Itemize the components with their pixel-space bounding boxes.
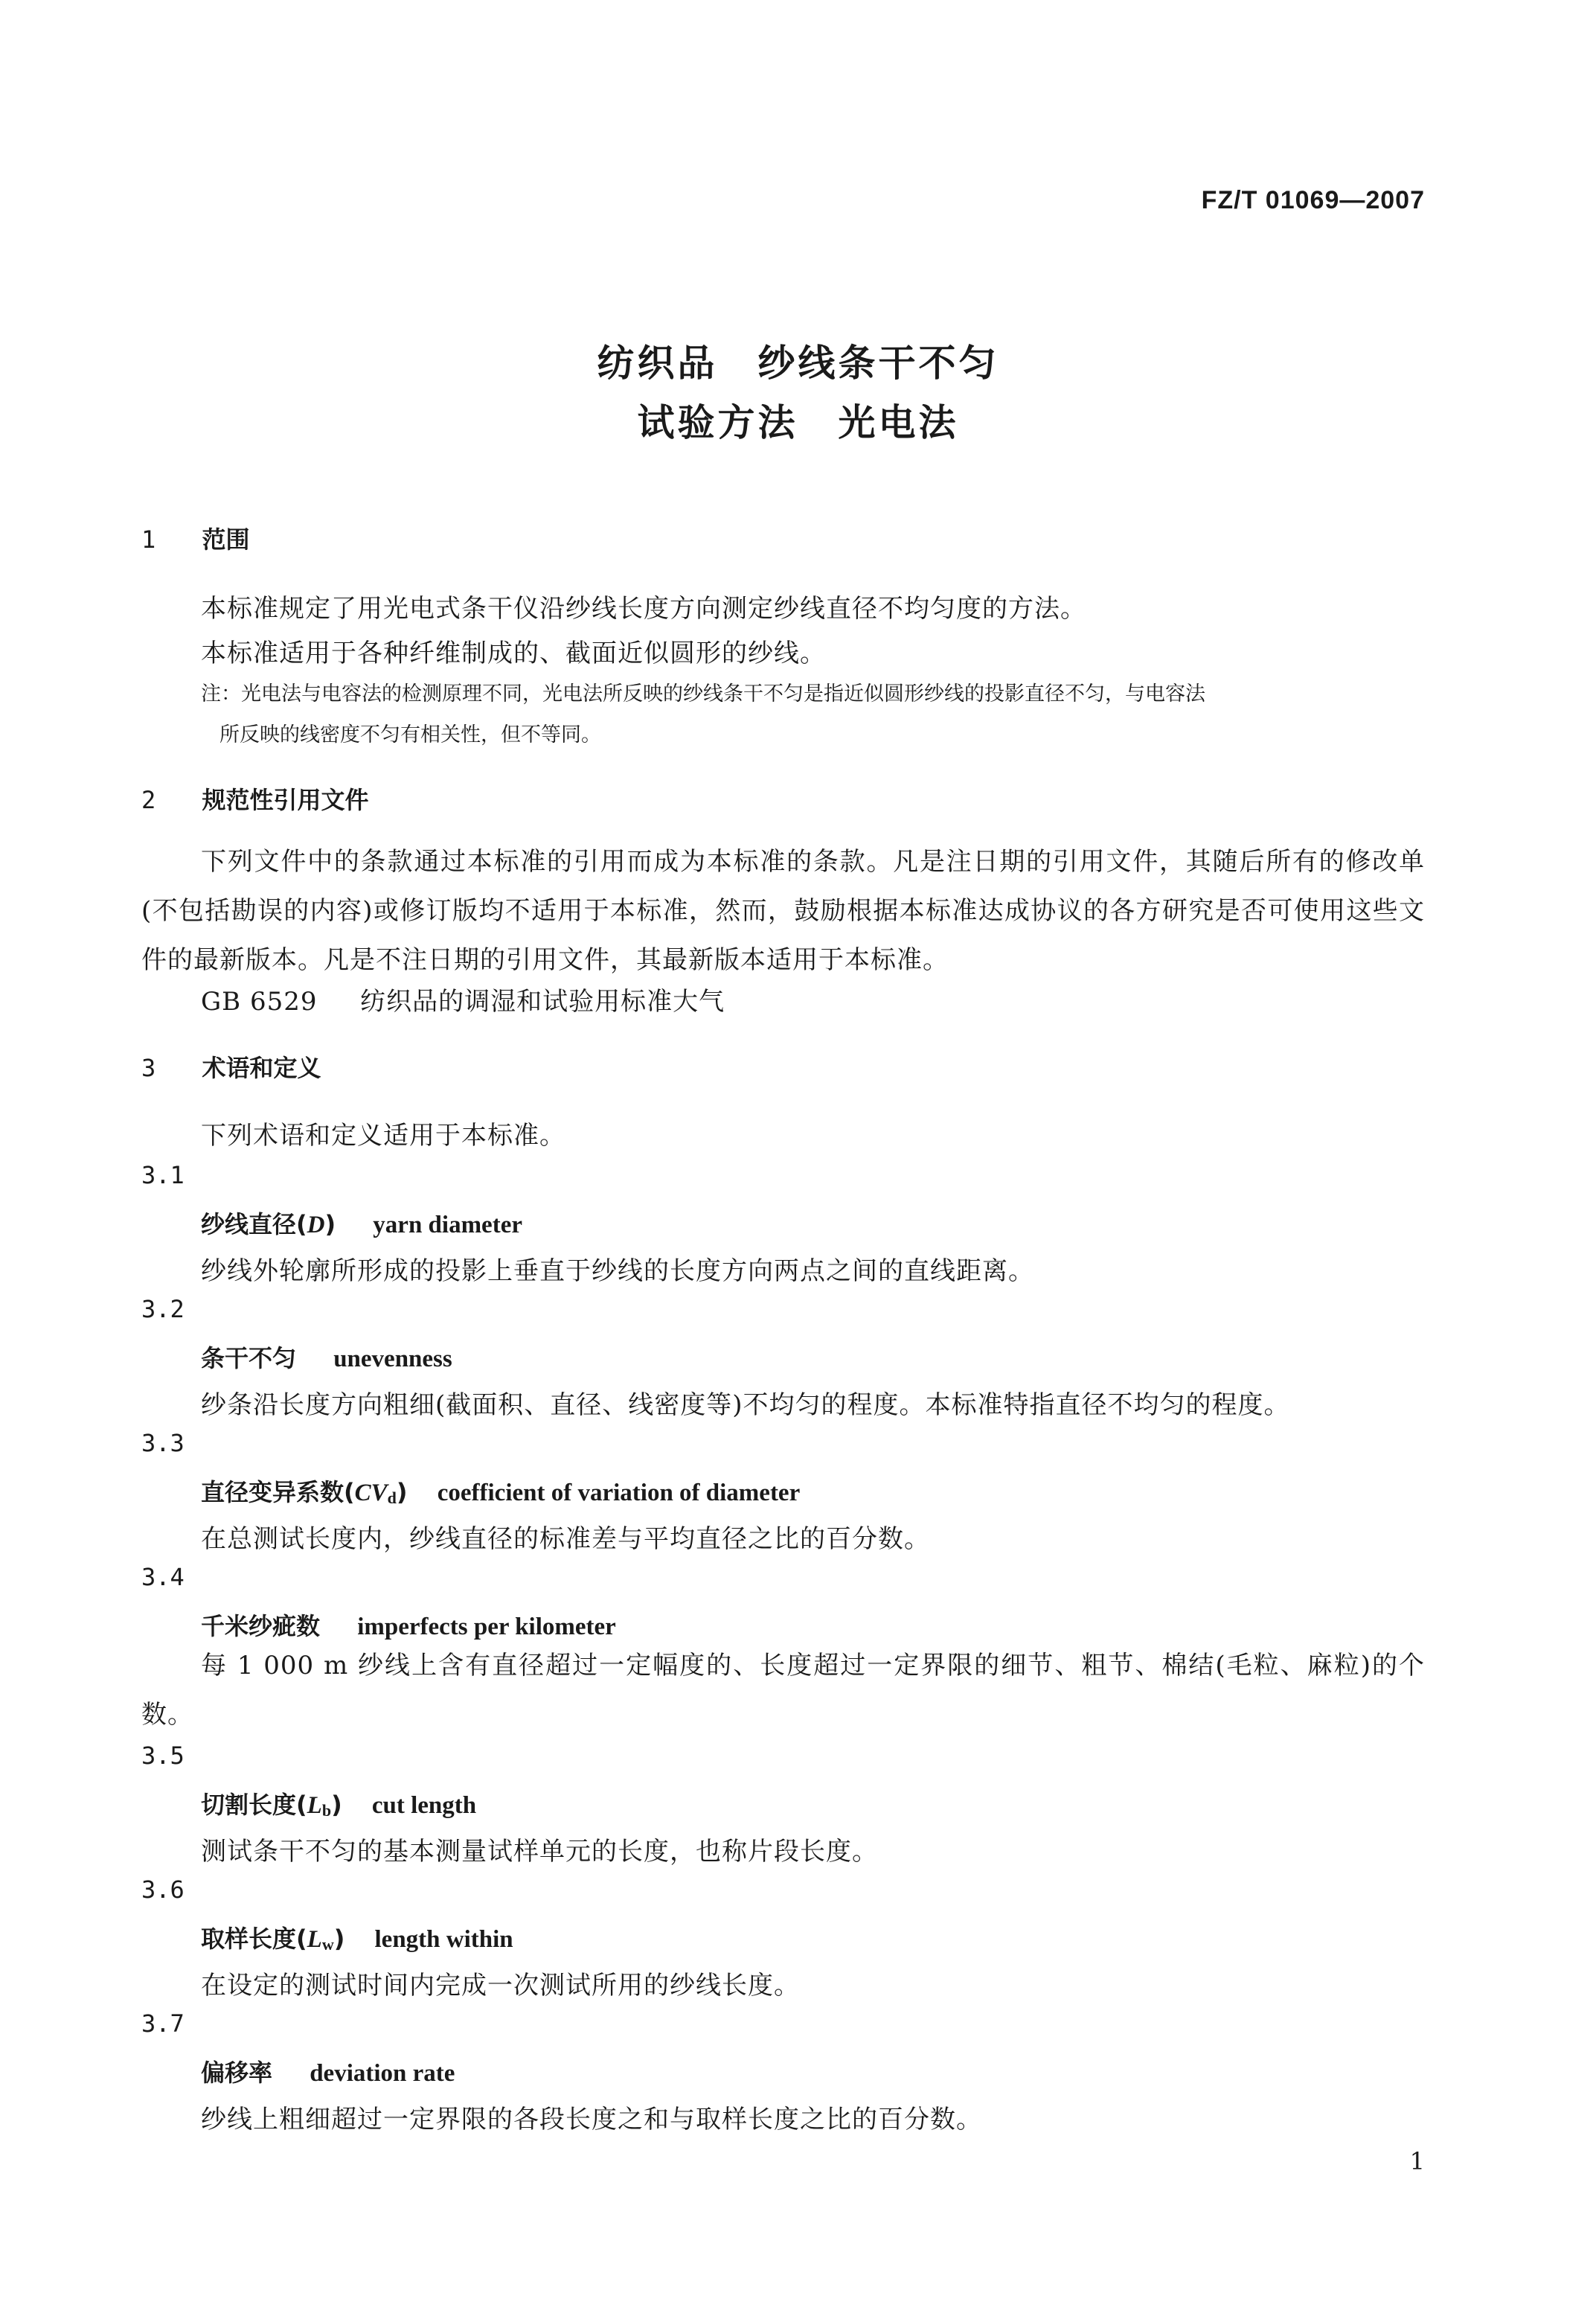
section-1-note-line-1: 注：光电法与电容法的检测原理不同，光电法所反映的纱线条干不匀是指近似圆形纱线的投影直径不匀，与电容法 bbox=[201, 682, 1205, 706]
term-english: deviation rate bbox=[310, 2060, 455, 2087]
standard-code: FZ/T 01069—2007 bbox=[1201, 186, 1425, 214]
reference-code: GB 6529 bbox=[201, 987, 318, 1017]
term-english: length within bbox=[374, 1926, 513, 1953]
term-english: cut length bbox=[371, 1792, 477, 1819]
term-chinese-close: ) bbox=[396, 1478, 408, 1506]
section-1-para-1: 本标准规定了用光电式条干仪沿纱线长度方向测定纱线直径不均匀度的方法。 bbox=[201, 594, 1086, 624]
section-2-heading bbox=[141, 781, 369, 816]
section-2-title: 规范性引用文件 bbox=[202, 786, 369, 814]
term-chinese-close: ) bbox=[324, 1210, 336, 1238]
term-definition: 纱线上粗细超过一定界限的各段长度之和与取样长度之比的百分数。 bbox=[201, 2105, 982, 2134]
section-1-note-line-2: 所反映的线密度不匀有相关性，但不等同。 bbox=[219, 723, 601, 746]
term-number: 3.7 bbox=[141, 2009, 185, 2038]
term-definition: 在设定的测试时间内完成一次测试所用的纱线长度。 bbox=[201, 1971, 800, 2000]
term-number: 3.5 bbox=[141, 1742, 185, 1770]
term-heading bbox=[201, 1474, 800, 1508]
section-3-intro: 下列术语和定义适用于本标准。 bbox=[201, 1121, 565, 1151]
term-definition: 纱线外轮廓所形成的投影上垂直于纱线的长度方向两点之间的直线距离。 bbox=[201, 1256, 1034, 1286]
page-number: 1 bbox=[1409, 2147, 1425, 2175]
term-chinese-close: ) bbox=[333, 1925, 345, 1953]
term-chinese: 偏移率 bbox=[201, 2059, 273, 2087]
term-heading bbox=[201, 1608, 616, 1642]
term-heading bbox=[201, 1920, 513, 1954]
term-definition: 纱条沿长度方向粗细(截面积、直径、线密度等)不均匀的程度。本标准特指直径不均匀的程度。 bbox=[201, 1390, 1290, 1420]
term-heading bbox=[201, 2054, 455, 2088]
term-symbol: D bbox=[307, 1212, 325, 1238]
section-2-number: 2 bbox=[141, 786, 156, 814]
term-english: unevenness bbox=[333, 1346, 452, 1372]
term-symbol-subscript: b bbox=[321, 1801, 332, 1820]
section-3-title: 术语和定义 bbox=[202, 1054, 321, 1082]
term-heading bbox=[201, 1786, 476, 1820]
term-chinese: 千米纱疵数 bbox=[201, 1612, 321, 1640]
title-line-1: 纺织品 纱线条干不匀 bbox=[597, 342, 999, 385]
term-number: 3.2 bbox=[141, 1295, 185, 1323]
term-symbol: L bbox=[307, 1926, 322, 1953]
section-1-title: 范围 bbox=[202, 525, 250, 554]
term-english: coefficient of variation of diameter bbox=[437, 1480, 801, 1506]
term-symbol: CV bbox=[354, 1480, 388, 1506]
term-english: imperfects per kilometer bbox=[357, 1613, 616, 1640]
section-3-heading bbox=[141, 1049, 321, 1084]
term-chinese: 直径变异系数( bbox=[201, 1478, 355, 1506]
section-1-number: 1 bbox=[141, 525, 156, 554]
term-chinese: 纱线直径( bbox=[201, 1210, 307, 1238]
term-number: 3.3 bbox=[141, 1429, 185, 1457]
term-symbol: L bbox=[307, 1792, 322, 1819]
term-symbol-subscript: w bbox=[321, 1935, 334, 1954]
term-chinese: 条干不匀 bbox=[201, 1344, 297, 1372]
term-symbol-subscript: d bbox=[387, 1488, 397, 1508]
section-1-heading bbox=[141, 521, 250, 555]
term-definition: 在总测试长度内，纱线直径的标准差与平均直径之比的百分数。 bbox=[201, 1524, 930, 1554]
term-english: yarn diameter bbox=[373, 1212, 522, 1238]
term-chinese: 取样长度( bbox=[201, 1925, 307, 1953]
normative-reference bbox=[201, 981, 725, 1017]
term-heading bbox=[201, 1340, 452, 1374]
title-line-2: 试验方法 光电法 bbox=[637, 401, 959, 444]
reference-title: 纺织品的调湿和试验用标准大气 bbox=[360, 987, 725, 1017]
term-number: 3.6 bbox=[141, 1875, 185, 1904]
section-1-para-2: 本标准适用于各种纤维制成的、截面近似圆形的纱线。 bbox=[201, 639, 826, 668]
section-2-paragraph: 下列文件中的条款通过本标准的引用而成为本标准的条款。凡是注日期的引用文件，其随后所有的修改单(不包括勘误的内容)或修订版均不适用于本标准，然而，鼓励根据本标准达成协议的各方研究是否可使用这些文件的最新版本。凡是不注日期的引用文件，其最新版本适用于本标准。 bbox=[141, 847, 1425, 975]
term-number: 3.4 bbox=[141, 1563, 185, 1591]
section-3-number: 3 bbox=[141, 1054, 156, 1082]
term-definition: 每 1 000 m 纱线上含有直径超过一定幅度的、长度超过一定界限的细节、粗节、棉结(毛粒、麻粒)的个数。 bbox=[141, 1651, 1425, 1730]
term-chinese-close: ) bbox=[331, 1791, 342, 1819]
term-chinese: 切割长度( bbox=[201, 1791, 307, 1819]
term-number: 3.1 bbox=[141, 1161, 185, 1189]
term-definition: 测试条干不匀的基本测量试样单元的长度，也称片段长度。 bbox=[201, 1837, 878, 1867]
term-heading bbox=[201, 1206, 522, 1240]
